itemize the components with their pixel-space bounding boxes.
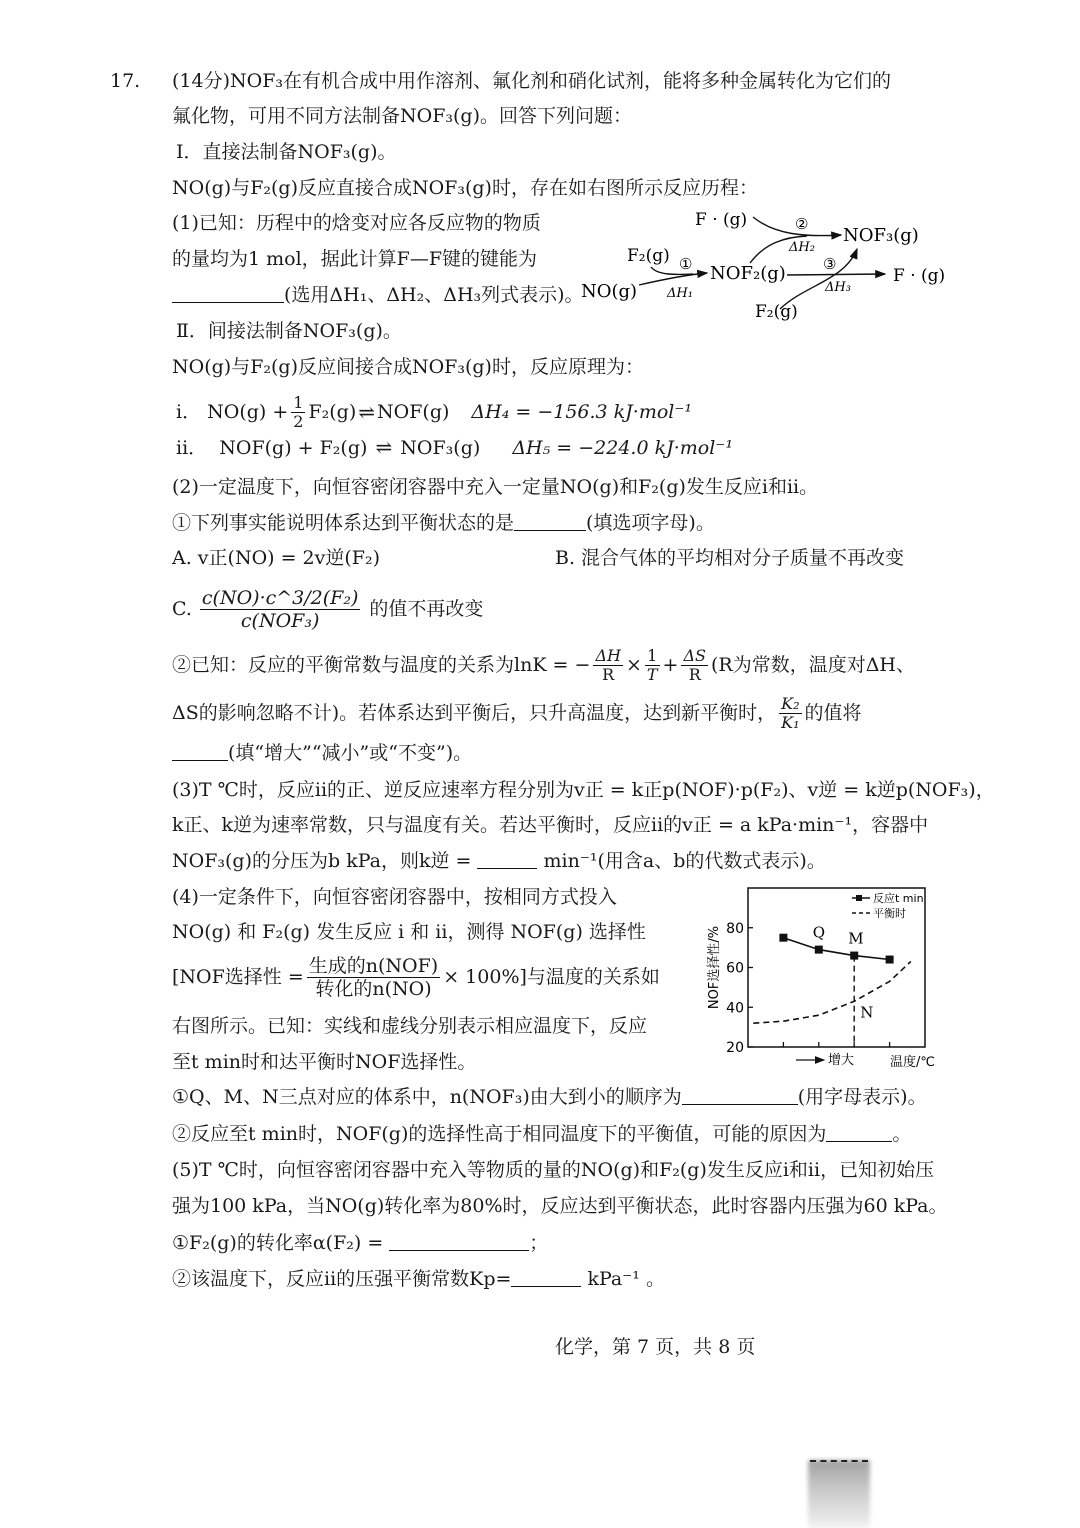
part1-desc: NO(g)与F₂(g)反应直接合成NOF₃(g)时，存在如右图所示反应历程： [172, 177, 758, 199]
q2-sub2-tail: (R为常数，温度对ΔH、 [710, 654, 915, 676]
species-f-radical-a: F · (g) [695, 210, 748, 230]
scan-smudge-edge [810, 1460, 868, 1468]
rxn-ii-label: ii． [176, 437, 208, 459]
y-axis-label: NOF选择性/% [707, 925, 722, 1010]
reaction-ii [176, 434, 733, 461]
x-arrow-label: 增大 [828, 1053, 855, 1068]
answer-blank-q2-2[interactable] [172, 740, 228, 761]
rxn-i-left: NO(g) + [207, 401, 289, 423]
series-tmin-point [779, 934, 787, 942]
q4-line-3-tail: × 100%]与温度的关系如 [443, 966, 660, 988]
answer-blank-q5-2[interactable] [511, 1266, 581, 1287]
page-footer: 化学，第 7 页，共 8 页 [555, 1336, 756, 1358]
q4-line-4: 右图所示。已知：实线和虚线分别表示相应温度下，反应 [172, 1015, 648, 1037]
q4-line-2: NO(g) 和 F₂(g) 发生反应 i 和 ii，测得 NOF(g) 选择性 [172, 921, 646, 943]
step1-dh: ΔH₁ [667, 286, 693, 301]
q4-line-1: (4)一定条件下，向恒容密闭容器中，按相同方式投入 [172, 886, 617, 908]
species-f2-a: F₂(g) [627, 246, 670, 266]
step3-dh: ΔH₃ [825, 280, 851, 295]
q1-line-2: 的量均为1 mol，据此计算F—F键的键能为 [172, 248, 538, 270]
legend-label-equilibrium: 平衡时 [873, 907, 906, 920]
q3-line-1: (3)T ℃时，反应ii的正、逆反应速率方程分别为v正 = k正p(NOF)·p(F₂)、v逆 = k逆p(NOF₃)， [172, 779, 995, 801]
q5-sub2 [172, 1266, 665, 1292]
rxn-i-label: i． [176, 401, 202, 423]
k2-over-k1: $\frac{\text{K₂}}{\text{K₁}}$ [781, 693, 800, 732]
equilibrium-arrow-icon: ⇌ [375, 435, 393, 459]
q4-sub2-tail: 。 [892, 1123, 912, 1145]
ds-over-r: $\frac{\Delta S}{R}$ [683, 645, 706, 684]
q2-sub2-line2-text: ΔS的影响忽略不计)。若体系达到平衡后，只升高温度，达到新平衡时， [172, 702, 777, 724]
intro-line-2: 氟化物，可用不同方法制备NOF₃(g)。回答下列问题： [172, 105, 632, 127]
series-tmin-point [850, 952, 858, 960]
answer-blank-q1[interactable] [172, 282, 284, 303]
reaction-pathway-diagram [575, 205, 955, 325]
answer-blank-q4-2[interactable] [826, 1121, 892, 1142]
option-c-fraction: $\frac{\text{c(NO)·c\textasciicircum{}3/2(F₂)}}{\text{c(NOF₃)}}$ [201, 586, 359, 632]
rxn-ii-left: NOF(g) + F₂(g) [219, 437, 368, 459]
times-sign: × [625, 654, 642, 676]
selectivity-fraction: $\frac{\text{生成的n(NOF)}}{\text{转化的n(NO)}}$ [308, 954, 439, 1000]
series-tmin-line [783, 938, 889, 960]
q4-sub1-text: ①Q、M、N三点对应的体系中，n(NOF₃)由大到小的顺序为 [172, 1086, 682, 1108]
species-f2-b: F₂(g) [755, 302, 798, 322]
option-c-label: C. [172, 598, 192, 620]
y-tick-label: 60 [726, 960, 744, 977]
rxn-i-dh: ΔH₄ = −156.3 kJ·mol⁻¹ [471, 401, 693, 423]
y-tick-label: 40 [726, 1000, 744, 1017]
q2-sub2-line3 [172, 740, 472, 766]
y-tick-label: 80 [726, 920, 744, 937]
part1-heading: Ⅰ．直接法制备NOF₃(g)。 [176, 141, 397, 163]
q3-line-3-tail: min⁻¹(用含a、b的代数式表示)。 [543, 850, 826, 872]
selectivity-chart [700, 880, 950, 1070]
q2-sub2-line2 [172, 688, 862, 738]
answer-blank-q5-1[interactable] [389, 1230, 529, 1251]
q1-line-3 [172, 282, 584, 308]
series-tmin-point [815, 946, 823, 954]
species-f-radical-b: F · (g) [893, 266, 946, 286]
step1-mark: ① [679, 255, 693, 273]
option-a: A. v正(NO) = 2v逆(F₂) [172, 547, 381, 569]
scan-smudge [808, 1460, 870, 1528]
q3-line-2: k正、k逆为速率常数，只与温度有关。若达平衡时，反应ii的v正 = a kPa·min⁻¹，容器中 [172, 814, 929, 836]
q2-sub1-tail: (填选项字母)。 [586, 512, 715, 534]
q5-sub1 [172, 1230, 548, 1256]
q4-sub2-text: ②反应至t min时，NOF(g)的选择性高于相同温度下的平衡值，可能的原因为 [172, 1123, 827, 1145]
question-number: 17. [110, 70, 141, 92]
option-c [172, 582, 483, 636]
q2-sub2-line3-text: (填“增大”“减小”或“不变”)。 [228, 742, 473, 764]
part2-heading: Ⅱ．间接法制备NOF₃(g)。 [176, 320, 402, 342]
series-equilibrium-line [753, 962, 911, 1024]
species-nof2: NOF₂(g) [710, 263, 786, 284]
equilibrium-arrow-icon: ⇌ [358, 400, 376, 424]
legend-label-tmin: 反应t min [873, 892, 924, 905]
q4-line-5: 至t min时和达平衡时NOF选择性。 [172, 1051, 477, 1073]
option-b: B. 混合气体的平均相对分子质量不再改变 [555, 547, 905, 569]
reaction-i [176, 390, 692, 434]
option-c-tail: 的值不再改变 [369, 598, 484, 620]
q3-line-3 [172, 848, 826, 874]
q2-intro: (2)一定温度下，向恒容密闭容器中充入一定量NO(g)和F₂(g)发生反应i和ii。 [172, 476, 819, 498]
point-label-q: Q [812, 923, 826, 942]
y-tick-label: 20 [726, 1040, 744, 1056]
rxn-ii-dh: ΔH₅ = −224.0 kJ·mol⁻¹ [512, 437, 733, 459]
point-label-m: M [848, 929, 864, 948]
species-no: NO(g) [581, 281, 638, 302]
series-tmin-point [886, 956, 894, 964]
q2-sub1-text: ①下列事实能说明体系达到平衡状态的是 [172, 512, 515, 534]
point-label-n: N [860, 1003, 874, 1022]
q4-line-3-text: [NOF选择性 = [172, 966, 304, 988]
q4-line-3 [172, 952, 660, 1002]
intro-line-1: (14分)NOF₃在有机合成中用作溶剂、氟化剂和硝化试剂，能将多种金属转化为它们的 [172, 70, 892, 92]
answer-blank-q3[interactable] [477, 848, 537, 869]
arrow-f2-to-nof3 [780, 249, 857, 309]
q5-sub1-text: ①F₂(g)的转化率α(F₂) = [172, 1232, 384, 1254]
q5-sub2-text: ②该温度下，反应ii的压强平衡常数Kp= [172, 1268, 512, 1290]
q5-line-2: 强为100 kPa，当NO(g)转化率为80%时，反应达到平衡状态，此时容器内压强为60 kPa。 [172, 1195, 948, 1217]
q2-sub2 [172, 640, 915, 690]
species-nof3: NOF₃(g) [843, 225, 919, 246]
part2-desc: NO(g)与F₂(g)反应间接合成NOF₃(g)时，反应原理为： [172, 356, 644, 378]
plus-sign: + [662, 654, 679, 676]
answer-blank-q2-1[interactable] [514, 510, 586, 531]
half-fraction: $\frac{1}{2}$ [293, 392, 304, 431]
q2-sub2-text: ②已知：反应的平衡常数与温度的关系为lnK = − [172, 654, 591, 676]
legend-solid-marker [856, 895, 862, 901]
step3-mark: ③ [823, 255, 837, 273]
answer-blank-q4-1[interactable] [682, 1084, 798, 1105]
q3-line-3-text: NOF₃(g)的分压为b kPa，则k逆 = [172, 850, 472, 872]
q1-line-1: (1)已知：历程中的焓变对应各反应物的物质 [172, 212, 541, 234]
q5-sub2-tail: kPa⁻¹ 。 [587, 1268, 665, 1290]
x-axis-label: 温度/℃ [890, 1055, 935, 1070]
step2-dh: ΔH₂ [789, 240, 815, 255]
rxn-i-product: NOF(g) [377, 401, 450, 423]
one-over-t: $\frac{1}{T}$ [646, 645, 658, 684]
rxn-i-f2: F₂(g) [308, 401, 357, 423]
q5-sub1-tail: ； [529, 1232, 549, 1254]
q5-line-1: (5)T ℃时，向恒容密闭容器中充入等物质的量的NO(g)和F₂(g)发生反应i和ii，已知初始压 [172, 1159, 935, 1181]
q1-line-3-text: (选用ΔH₁、ΔH₂、ΔH₃列式表示)。 [284, 284, 584, 306]
q4-sub1-tail: (用字母表示)。 [797, 1086, 927, 1108]
q4-sub1 [172, 1084, 927, 1110]
step2-mark: ② [795, 215, 809, 233]
q2-sub1 [172, 510, 715, 536]
rxn-ii-product: NOF₃(g) [400, 437, 481, 459]
q4-sub2 [172, 1121, 911, 1147]
q2-sub2-line2-tail: 的值将 [804, 702, 862, 724]
dh-over-r: $\frac{\Delta H}{R}$ [595, 645, 621, 684]
